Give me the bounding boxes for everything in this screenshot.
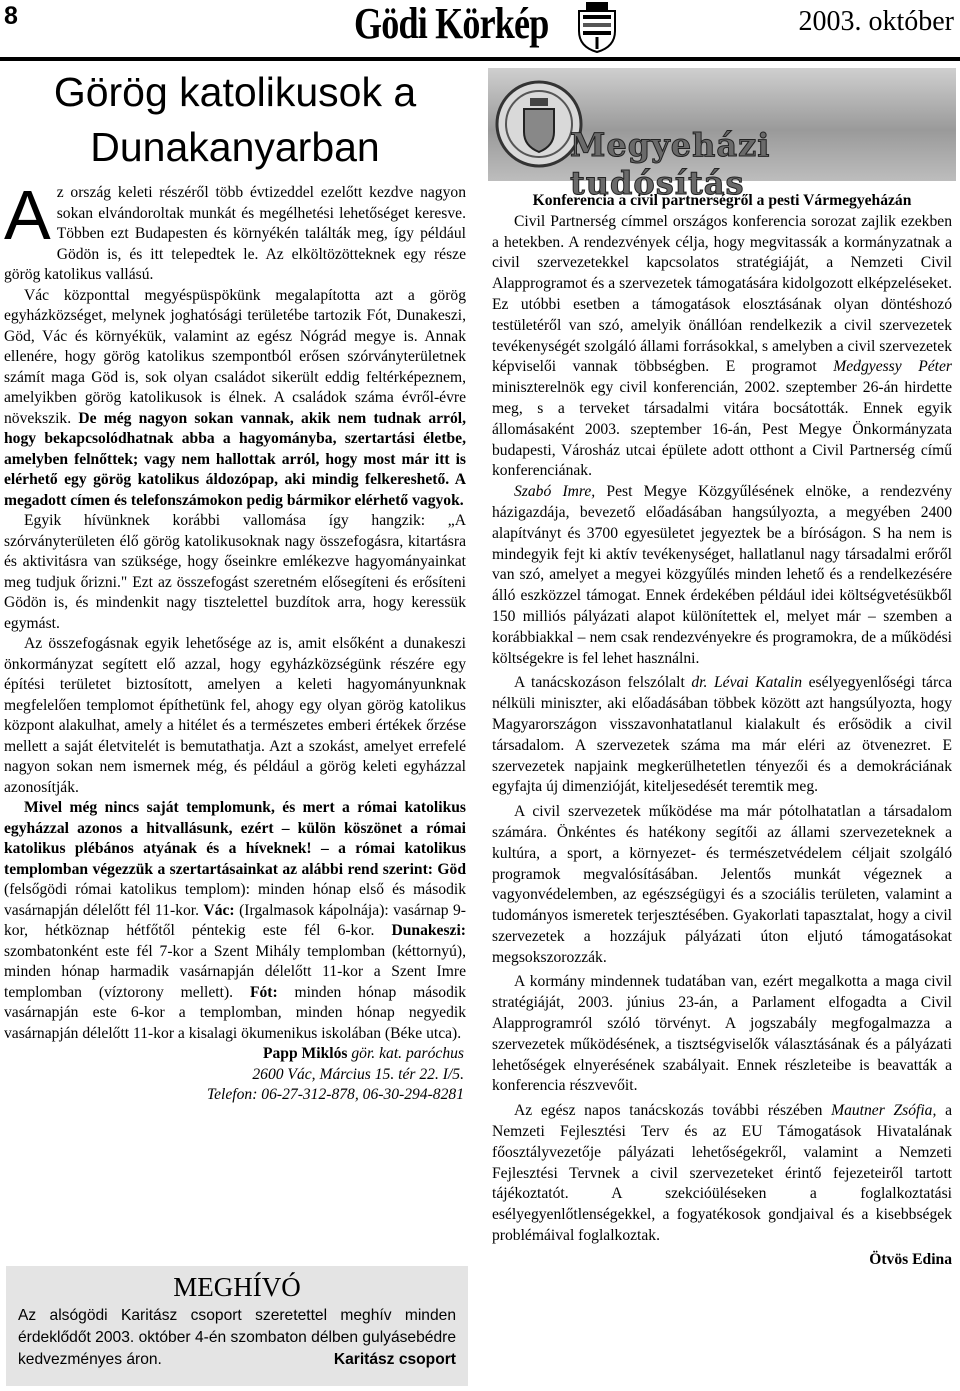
person-levai: dr. Lévai Katalin xyxy=(691,674,803,692)
author-phone: Telefon: 06-27-312-878, 06-30-294-8281 xyxy=(206,1086,464,1103)
author-name: Papp Miklós xyxy=(262,1045,348,1062)
report-paragraph-1-cont: miniszterelnök egy civil konferencián, 2002. szeptember 26-án hirdette meg, s a terveket társadalmi vitára bocsátották. Ennek egyik állomásaként 2003. szeptember 16-án, Pest Megye Önkormányzata budapesti, Városház utcai épülete adott otthont a Civil Partnerség című konferenciának. xyxy=(492,379,952,480)
report-paragraph-4: A civil szervezetek működése ma már pótolhatatlan a társadalom számára. Önkéntes és hatékony segítői az állami szervezeteknek a kultúra, a sport, a környezet- és természetvédelem céljait szolgáló programok megvalósításában. Jelentős munkát végeznek a vagyonvédelemben, az egészségügyi és a szociális területen, valamint a tudományos ismeretek terjesztésében. Gyakorlati tapasztalat, hogy a civil szervezetek a hozzájuk pályázati úton eljutó támogatásokat megsokszorozzák. xyxy=(492,803,952,966)
article-body xyxy=(0,176,470,1044)
invitation-box xyxy=(6,1266,468,1386)
masthead-title: Gödi Körkép xyxy=(354,0,549,48)
paragraph-2-bold: De még nagyon sokan vannak, akik nem tudnak arról, hogy bekapcsolódhatnak abba a hagyományba, szertartási életbe, amelyben felnőttek; vagy nem hallottak arról, hogy most már itt is elérhető egy görög katolikus áldozópap, aki mindig felkereshető. A megadott címen és telefonszámokon pedig bármikor elérhető vagyok. xyxy=(4,409,466,509)
author-signature xyxy=(0,1044,470,1106)
report-heading: Konferencia a civil partnerségről a pesti Vármegyeházán xyxy=(532,192,912,209)
paragraph-2 xyxy=(4,286,466,512)
report-paragraph-3 xyxy=(492,673,952,798)
report-body xyxy=(488,191,956,1247)
vac-schedule: (Irgalmasok kápolnája): vasárnap 9-kor, hétköznap hétfőtől péntekig este fél 6-kor. xyxy=(4,901,466,939)
person-medgyessy: Medgyessy Péter xyxy=(833,358,952,376)
report-paragraph-1-text: Civil Partnerség címmel országos konferencia sorozat zajlik ezekben a hetekben. A rendezvények célja, hogy megvitassák a kormányzatnak a civil szervezetekkel kapcsolatos stratégiáját, a Nemzeti Civil Alapprogramot és a szervezetek támogatására kidolgozott elképzeléseket. Ez utóbbi esetben a támogatások elosztásának olyan döntéshozó testületéről van szó, amelyik önállóan rendelkezik a civil szervezetek tevékenységét szolgáló állami forrásokkal, s amelyben a civil szervezetek képviselői vannak többségben. E programot xyxy=(492,212,952,376)
report-paragraph-6-cont: a Nemzeti Fejlesztési Terv és az EU Támogatások Hivatalának főosztályvezetője pályázati lehetőségekről, valamint a Nemzeti Fejlesztési Tervnek a civil szervezeteket érintő fejezeteiről tartott tájékoztatót. A szekcióüléseken a foglalkoztatási esélyegyenlőtlenségekkel, a fogyatékosok gondjaival és a kisebbségek problémáival foglalkoztak. xyxy=(492,1102,952,1245)
author-title: gör. kat. paróchus xyxy=(347,1045,464,1062)
issue-date: 2003. október xyxy=(798,6,954,37)
header-rule xyxy=(0,57,960,61)
paragraph-4: Az összefogásnak egyik lehetősége az is, amit elsőként a dunakeszi önkormányzat segített elő azzal, hogy egyházközségünk részére egy építési területet biztosított, amelyen a keleti hagyományunknak megfelelően templomot építhetünk fel, ahogy egy olyan görög katolikus központ alakulhat, amely a hitélet és a természetes emberi értékek őrzése mellett a saját életvitelét is bemutathatja. Azt a szokást, amelyet errefelé nagyon sokan nem ismernek még, és például a görög keleti egyházzal azonosítják. xyxy=(4,635,466,796)
banner-title: Megyeházi tudósítás xyxy=(570,126,771,202)
coat-of-arms-icon xyxy=(576,1,618,53)
vac-label: Vác: xyxy=(203,901,235,919)
person-szabo: Szabó Imre, xyxy=(514,483,596,501)
dunakeszi-schedule: szombatonként este fél 7-kor a Szent Mihály templomban (kéttornyú), minden hónap harmadik vasárnapján délelőtt 11-kor a Szent Imre templomban (víztorony mellett). xyxy=(4,942,466,1001)
paragraph-2-text: Vác központtal megyéspüspökünk megalapította azt a görög egyházközséget, melynek joghatósági területébe tartozik Fót, Dunakeszi, Göd, Vác és környékük, valamint az egész Nógrád megye is. Annak ellenére, hogy görög katolikus szempontból erősen szórványterületnek számít maga Göd is, sok olyan családot sikerült eddig feltérképeznem, amelyikben görög katolikusok is élnek. A családok száma évről-évre növekszik. xyxy=(4,286,466,427)
paragraph-5 xyxy=(4,798,466,1044)
report-signature: Ötvös Edina xyxy=(869,1250,952,1268)
fot-label: Fót: xyxy=(249,983,278,1001)
invitation-title: MEGHÍVÓ xyxy=(173,1272,301,1302)
person-mautner: Mautner Zsófia, xyxy=(831,1102,937,1120)
report-paragraph-6 xyxy=(492,1101,952,1247)
dunakeszi-label: Dunakeszi: xyxy=(391,922,466,939)
invitation-text xyxy=(6,1303,468,1371)
author-address: 2600 Vác, Március 15. tér 22. I/5. xyxy=(252,1065,464,1083)
report-paragraph-6-text: Az egész napos tanácskozás további részében xyxy=(514,1102,832,1120)
headline-line-2: Dunakanyarban xyxy=(90,124,380,170)
article-column xyxy=(0,65,470,1106)
report-column xyxy=(488,68,956,1269)
paragraph-1 xyxy=(4,176,466,286)
headline-line-1: Görög katolikusok a xyxy=(53,69,417,115)
report-paragraph-2-text: Pest Megye Közgyűlésének elnöke, a rendezvény házigazdája, bevezető előadásában hangsúlyozta, a megyében 2400 alapítványt és 3700 egyesületet jegyeztek be a bíróságon. S ha nem is mindegyik fejt ki aktív tevékenységet, hallatlanul nagy társadalmi erőről van szó, amelyet a megyei közgyűlés minden lehető és a rendelkezésére álló eszközzel támogat. Ennek érdekében például idei költségvetésükből 150 milliós pályázati alapot különítettek el, melyet már – szemben a korábbiakkal – nem csak rendezvényekre és programokra, de a működési költségekre is fel lehet használni. xyxy=(492,483,952,667)
fot-schedule: minden hónap második vasárnapján este 6-kor a templomban, minden hónap negyedik vasárnapján délelőtt 11-kor a kisalagi ökumenikus iskolában (Béke utca). xyxy=(4,983,467,1042)
report-paragraph-3-cont: esélyegyenlőségi tárca nélküli miniszter, aki előadásában többek között azt hangsúlyozta, hogy Magyarországon visszavonhatatlanul kialakult és erősödik a civil társadalom. A szervezetek száma ma már eléri az ötvenezret. E szervezetek napjaink megkerülhetetlen tényezői és a demokráciának egyfajta új dimenzióját, kiteljesedését teremtik meg. xyxy=(492,674,952,796)
page-number: 8 xyxy=(4,2,18,30)
paragraph-1-text: z ország keleti részéről több évtizeddel ezelőtt kezdve nagyon sokan elvándoroltak munkát és megélhetési lehetőséget keresve. Többen ezt Budapesten és környékén találták meg, így például Gödön is, és itt telepedtek le. Az elköltözötteknek egy része görög katolikus vallású. xyxy=(4,184,466,283)
paragraph-3: Egyik hívünknek korábbi vallomása így hangzik: „A szórványterületen élő görög katolikusoknak nagy összefogásra, kitartásra és aktivitásra van szüksége, hogy őseinkre emlékezve hagyományainkat meg tudjuk őrizni." Ezt az összefogást szeretném elősegíteni és erősíteni Gödön is, és mindenkit nagy tisztelettel buzdítok arra, hogy keressük egymást. xyxy=(4,512,466,632)
mass-schedule-intro: Mivel még nincs saját templomunk, és mert a római katolikus egyházzal azonos a hitvallásunk, ezért – külön köszönet a római katolikus plébános atyának és a híveknek! – a római katolikus templomban végezzük a szertartásainkat az alábbi rend szerint: Göd xyxy=(4,799,466,878)
god-schedule: (felsőgödi római katolikus templom): minden hónap első és második vasárnapján délelőtt fél 11-kor. xyxy=(4,881,466,919)
drop-cap: A xyxy=(4,176,51,254)
invitation-body: Az alsógödi Karitász csoport szeretettel meghív minden érdeklődőt 2003. október 4-én szombaton délben gulyásebédre kedvezményes áron. xyxy=(18,1307,456,1368)
report-paragraph-2 xyxy=(492,482,952,669)
report-paragraph-5: A kormány mindennek tudatában van, ezért megalkotta a maga civil stratégiáját, 2003. június 23-án, a Parlament elfogadta a Civil Alapprogramról szóló törvényt. A jogszabály megfogalmazza a szervezetek működésének, a tisztségviselők választásának és a pályázati lehetőségek elnyerésének szabályait. Ennek részleteibe is beavatták a konferencia részvevőit. xyxy=(492,973,952,1095)
report-paragraph-3-text: A tanácskozáson felszólalt xyxy=(514,674,692,692)
invitation-signature: Karitász csoport xyxy=(333,1351,456,1368)
article-headline xyxy=(0,65,470,175)
report-paragraph-1 xyxy=(492,212,952,482)
